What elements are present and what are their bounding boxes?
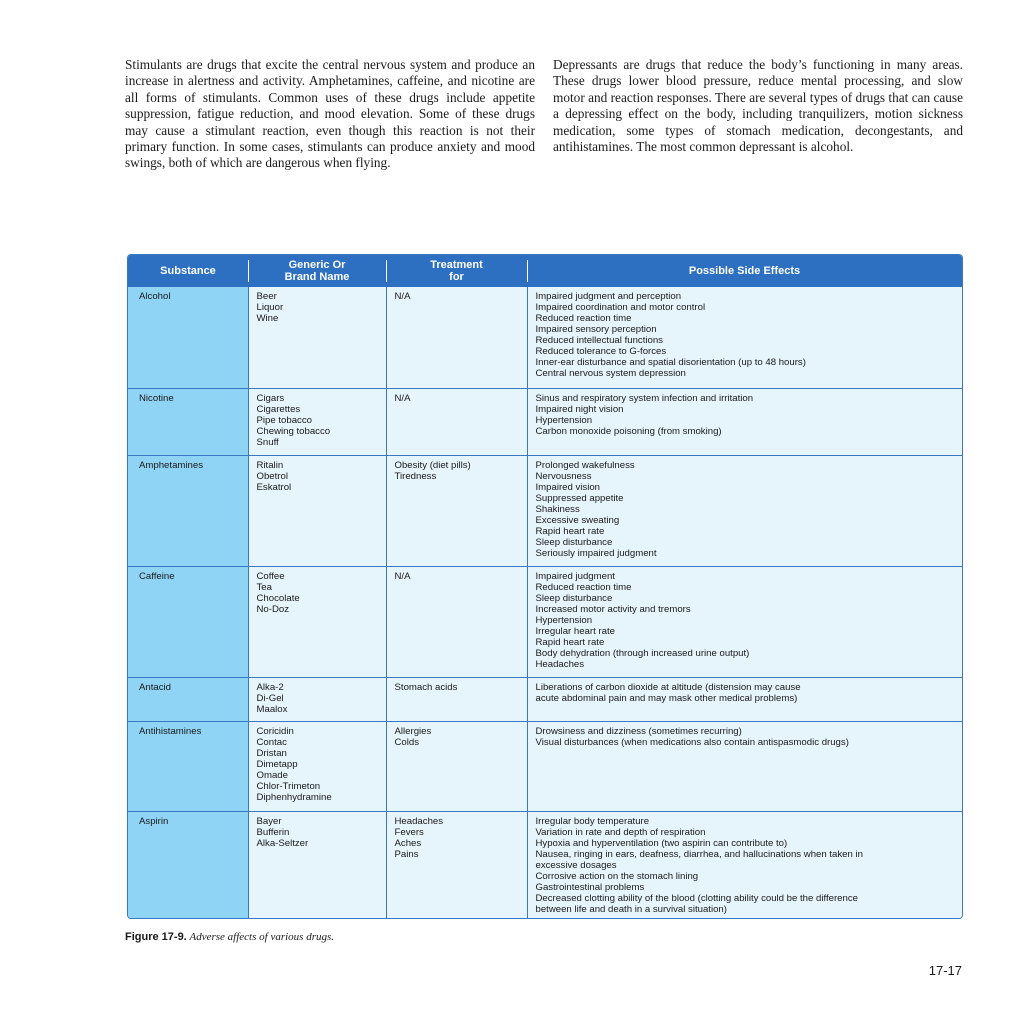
substance-cell: Antihistamines	[128, 721, 248, 811]
table-row	[128, 287, 962, 388]
side-effects-cell: Impaired judgment Reduced reaction time Sleep disturbance Increased motor activity and tremors Hypertension Irregular heart rate Rapid heart rate Body dehydration (through increased urine output) Headaches	[527, 566, 962, 677]
side-effects-cell: Sinus and respiratory system infection and irritation Impaired night vision Hypertension Carbon monoxide poisoning (from smoking)	[527, 388, 962, 455]
table-header-row	[128, 255, 962, 287]
side-effects-cell: Irregular body temperature Variation in rate and depth of respiration Hypoxia and hyperventilation (two aspirin can contribute to) Nausea, ringing in ears, deafness, diarrhea, and hallucinations when taken in excessive dosages Corrosive action on the stomach lining Gastrointestinal problems Decreased clotting ability of the blood (clotting ability could be the difference between life and death in a survival situation)	[527, 811, 962, 918]
substance-cell: Antacid	[128, 677, 248, 721]
drug-effects-table	[127, 254, 963, 919]
table-body	[128, 287, 962, 918]
brand-names-cell: Cigars Cigarettes Pipe tobacco Chewing tobacco Snuff	[248, 388, 386, 455]
brand-names-cell: Coffee Tea Chocolate No-Doz	[248, 566, 386, 677]
table-row	[128, 455, 962, 566]
treatment-cell: Allergies Colds	[386, 721, 527, 811]
substance-cell: Aspirin	[128, 811, 248, 918]
figure-description: Adverse affects of various drugs.	[189, 931, 335, 943]
depressants-paragraph: Depressants are drugs that reduce the body’s functioning in many areas. These drugs lower blood pressure, reduce mental processing, and slow motor and reaction responses. There are several types of drugs that can cause a depressing effect on the body, including tranquilizers, motion sickness medication, some types of stomach medication, decongestants, and antihistamines. The most common depressant is alcohol.	[553, 57, 963, 155]
treatment-cell: Stomach acids	[386, 677, 527, 721]
treatment-cell: N/A	[386, 388, 527, 455]
header-brand-name-text: Generic Or Brand Name	[284, 259, 350, 283]
figure-label: Figure 17-9.	[125, 931, 187, 943]
substance-cell: Caffeine	[128, 566, 248, 677]
header-treatment-text: Treatment for	[430, 259, 483, 283]
side-effects-cell: Drowsiness and dizziness (sometimes recurring) Visual disturbances (when medications also contain antispasmodic drugs)	[527, 721, 962, 811]
figure-caption	[125, 931, 334, 943]
brand-names-cell: Alka-2 Di-Gel Maalox	[248, 677, 386, 721]
page-number: 17-17	[928, 963, 962, 978]
substance-cell: Nicotine	[128, 388, 248, 455]
substance-cell: Alcohol	[128, 287, 248, 388]
side-effects-cell: Liberations of carbon dioxide at altitude (distension may cause acute abdominal pain and may mask other medical problems)	[527, 677, 962, 721]
substance-cell: Amphetamines	[128, 455, 248, 566]
table-row	[128, 677, 962, 721]
brand-names-cell: Bayer Bufferin Alka-Seltzer	[248, 811, 386, 918]
brand-names-cell: Beer Liquor Wine	[248, 287, 386, 388]
treatment-cell: N/A	[386, 566, 527, 677]
side-effects-cell: Prolonged wakefulness Nervousness Impaired vision Suppressed appetite Shakiness Excessive sweating Rapid heart rate Sleep disturbance Seriously impaired judgment	[527, 455, 962, 566]
header-side-effects: Possible Side Effects	[527, 255, 962, 287]
table-row	[128, 566, 962, 677]
treatment-cell: Obesity (diet pills) Tiredness	[386, 455, 527, 566]
brand-names-cell: Ritalin Obetrol Eskatrol	[248, 455, 386, 566]
header-treatment	[386, 255, 527, 287]
treatment-cell: Headaches Fevers Aches Pains	[386, 811, 527, 918]
treatment-cell: N/A	[386, 287, 527, 388]
brand-names-cell: Coricidin Contac Dristan Dimetapp Omade Chlor-Trimeton Diphenhydramine	[248, 721, 386, 811]
table-row	[128, 721, 962, 811]
table-row	[128, 388, 962, 455]
stimulants-paragraph: Stimulants are drugs that excite the central nervous system and produce an increase in alertness and activity. Amphetamines, caffeine, and nicotine are all forms of stimulants. Common uses of these drugs include appetite suppression, fatigue reduction, and mood elevation. Some of these drugs may cause a stimulant reaction, even though this reaction is not their primary function. In some cases, stimulants can produce anxiety and mood swings, both of which are dangerous when flying.	[125, 57, 535, 171]
table-row	[128, 811, 962, 918]
side-effects-cell: Impaired judgment and perception Impaired coordination and motor control Reduced reaction time Impaired sensory perception Reduced intellectual functions Reduced tolerance to G-forces Inner-ear disturbance and spatial disorientation (up to 48 hours) Central nervous system depression	[527, 287, 962, 388]
header-brand-name	[248, 255, 386, 287]
header-substance: Substance	[128, 255, 248, 287]
